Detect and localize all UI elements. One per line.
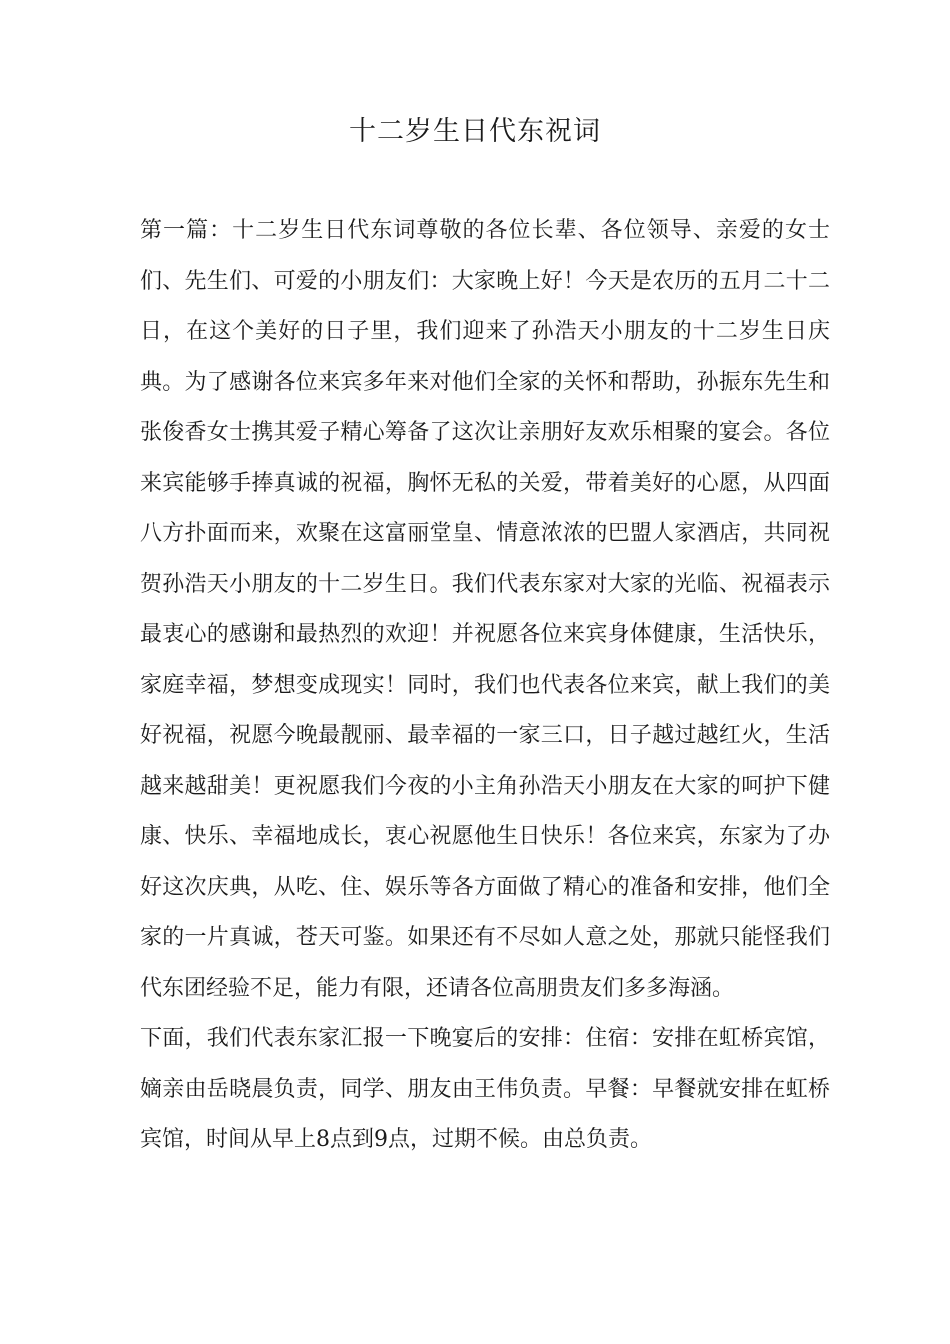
document-title: 十二岁生日代东祝词	[349, 116, 601, 147]
paragraph-2: 下面，我们代表东家汇报一下晚宴后的安排：住宿：安排在虹桥宾馆，嫡亲由岳晓晨负责，同学、朋友由王伟负责。早餐：早餐就安排在虹桥宾馆，时间从早上8点到9点，过期不候。由总负责。	[140, 1026, 830, 1152]
document-body	[140, 206, 830, 1166]
paragraph-1: 第一篇：十二岁生日代东词尊敬的各位长辈、各位领导、亲爱的女士们、先生们、可爱的小朋友们：大家晚上好！今天是农历的五月二十二日，在这个美好的日子里，我们迎来了孙浩天小朋友的十二岁生日庆典。为了感谢各位来宾多年来对他们全家的关怀和帮助，孙振东先生和张俊香女士携其爱子精心筹备了这次让亲朋好友欢乐相聚的宴会。各位来宾能够手捧真诚的祝福，胸怀无私的关爱，带着美好的心愿，从四面八方扑面而来，欢聚在这富丽堂皇、情意浓浓的巴盟人家酒店，共同祝贺孙浩天小朋友的十二岁生日。我们代表东家对大家的光临、祝福表示最衷心的感谢和最热烈的欢迎！并祝愿各位来宾身体健康，生活快乐，家庭幸福，梦想变成现实！同时，我们也代表各位来宾，献上我们的美好祝福，祝愿今晚最靓丽、最幸福的一家三口，日子越过越红火，生活越来越甜美！更祝愿我们今夜的小主角孙浩天小朋友在大家的呵护下健康、快乐、幸福地成长，衷心祝愿他生日快乐！各位来宾，东家为了办好这次庆典，从吃、住、娱乐等各方面做了精心的准备和安排，他们全家的一片真诚，苍天可鉴。如果还有不尽如人意之处，那就只能怪我们代东团经验不足，能力有限，还请各位高朋贵友们多多海涵。	[140, 218, 830, 1001]
